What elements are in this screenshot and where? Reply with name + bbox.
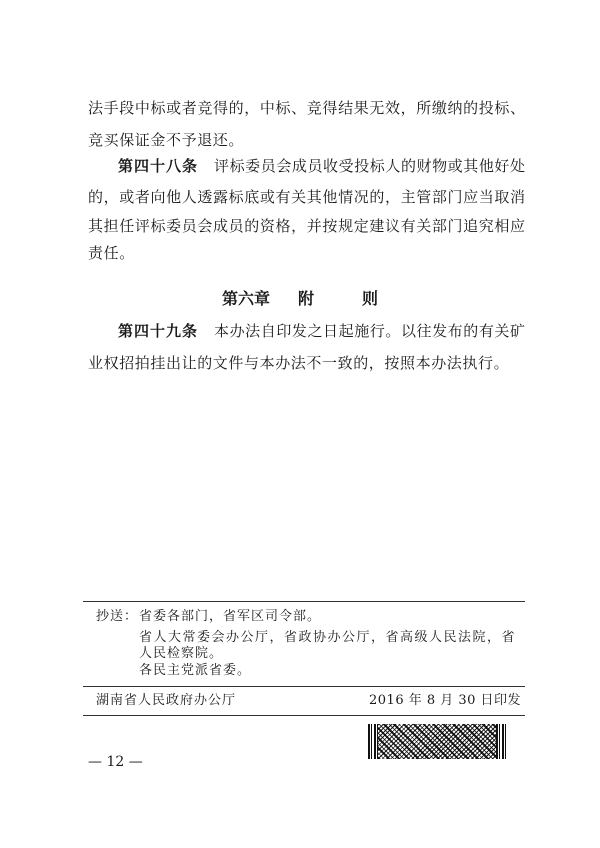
body-line: 其担任评标委员会成员的资格，并按规定建议有关部门追究相应 [88, 217, 525, 235]
body-line: 的，或者向他人透露标底或有关其他情况的，主管部门应当取消 [88, 188, 525, 206]
article-48-first-line [88, 156, 525, 176]
chapter-title-part: 则 [362, 289, 379, 308]
cc-label: 抄送： [96, 609, 139, 624]
divider [83, 715, 525, 716]
article-49-first-line [88, 321, 525, 341]
body-line: 业权招拍挂出让的文件与本办法不一致的，按照本办法执行。 [88, 354, 510, 372]
issuer: 湖南省人民政府办公厅 [96, 693, 237, 708]
cc-line: 省委各部门，省军区司令部。 [139, 609, 322, 624]
barcode-image [368, 724, 506, 759]
cc-line: 人民检察院。 [139, 646, 224, 661]
chapter-number: 第六章 [221, 289, 270, 308]
issue-date: 2016 年 8 月 30 日印发 [369, 693, 522, 708]
body-line: 法手段中标或者竞得的，中标、竞得结果无效，所缴纳的投标、 [88, 99, 525, 117]
divider [83, 601, 525, 602]
chapter-title-part: 附 [297, 289, 314, 308]
divider [83, 686, 525, 687]
article-48-label: 第四十八条 [118, 157, 199, 175]
chapter-heading [0, 286, 600, 309]
article-49-label: 第四十九条 [118, 322, 199, 340]
body-line: 评标委员会成员收受投标人的财物或其他好处 [214, 157, 525, 175]
body-line: 本办法自印发之日起施行。以往发布的有关矿 [214, 322, 525, 340]
page-number: — 12 — [88, 754, 143, 770]
body-line: 竞买保证金不予退还。 [88, 131, 245, 149]
body-line: 责任。 [88, 244, 135, 262]
cc-line: 省人大常委会办公厅，省政协办公厅，省高级人民法院，省 [139, 630, 517, 645]
cc-line: 各民主党派省委。 [139, 663, 252, 678]
